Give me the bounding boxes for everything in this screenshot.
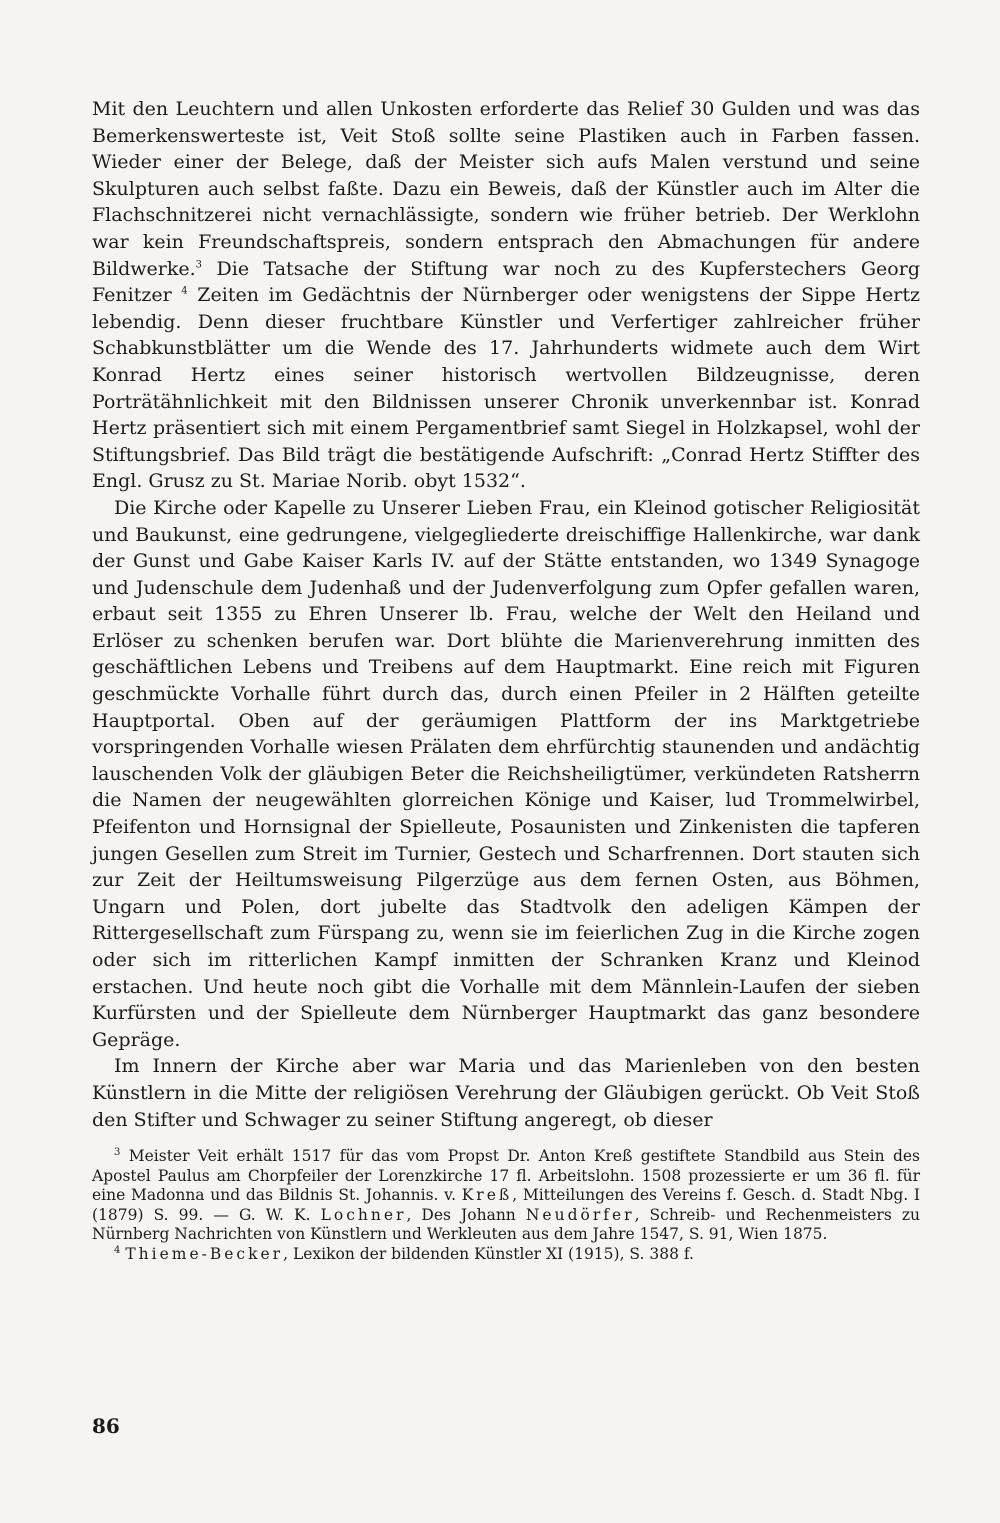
paragraph-2: [92, 495, 920, 1053]
footnote-number: 3: [114, 1147, 121, 1158]
footnote-text: , Des Johann: [406, 1205, 526, 1224]
page-content: [92, 96, 920, 1264]
spaced-author-name: Thieme-Becker: [125, 1244, 284, 1263]
paragraph-1: [92, 96, 920, 495]
footnote-4: [92, 1245, 920, 1265]
footnotes: [92, 1147, 920, 1264]
footnote-number: 4: [114, 1244, 121, 1256]
paragraph-text: Im Innern der Kirche aber war Maria und das Marienleben von den besten Künstlern in die Mitte der religiösen Verehrung der Gläubigen gerückt. Ob Veit Stoß den Stifter und Schwager zu seiner Stiftung angeregt, ob dieser: [92, 1055, 920, 1131]
spaced-author-name: Lochner: [320, 1205, 407, 1224]
footnote-reference: 4: [181, 285, 188, 297]
paragraph-text: Die Tatsache der Stiftung war noch zu des Kupferstechers Georg Fenitzer: [92, 257, 920, 307]
footnote-3: [92, 1147, 920, 1245]
footnote-text: , Mitteilungen des Vereins f. Gesch. d. Stadt Nbg. I (1879) S. 99. — G. W. K.: [92, 1186, 920, 1224]
spaced-author-name: Neudörfer: [525, 1205, 635, 1224]
footnote-text: , Lexikon der bildenden Künstler XI (1915), S. 388 f.: [283, 1244, 694, 1263]
paragraph-text: Mit den Leuchtern und allen Unkosten erforderte das Relief 30 Gulden und was das Bemerkenswerteste ist, Veit Stoß sollte seine Plastiken auch in Farben fassen. Wieder einer der Belege, daß der Meister sich aufs Malen verstund und seine Skulpturen auch selbst faßte. Dazu ein Beweis, daß der Künstler auch im Alter die Flachschnitzerei nicht vernachlässigte, sondern wie früher betrieb. Der Werklohn war kein Freundschaftspreis, sondern entsprach den Abmachungen für andere Bildwerke.: [92, 98, 920, 280]
paragraph-3: [92, 1053, 920, 1133]
spaced-author-name: Kreß: [461, 1186, 513, 1205]
footnote-text: Meister Veit erhält 1517 für das vom Propst Dr. Anton Kreß gestiftete Standbild aus Stein des Apostel Paulus am Chorpfeiler der Lorenzkirche 17 fl. Arbeitslohn. 1508 prozessierte er um 36 fl. für eine Madonna und das Bildnis St. Johannis. v.: [92, 1147, 920, 1205]
paragraph-text: Zeiten im Gedächtnis der Nürnberger oder wenigstens der Sippe Hertz lebendig. Denn dieser fruchtbare Künstler und Verfertiger zahlreicher früher Schabkunstblätter um die Wende des 17. Jahrhunderts widmete auch dem Wirt Konrad Hertz eines seiner historisch wertvollen Bildzeugnisse, deren Porträtähnlichkeit mit den Bildnissen unserer Chronik unverkennbar ist. Konrad Hertz präsentiert sich mit einem Pergamentbrief samt Siegel in Holzkapsel, wohl der Stiftungsbrief. Das Bild trägt die bestätigende Aufschrift: „Conrad Hertz Stiffter des Engl. Grusz zu St. Mariae Norib. obyt 1532“.: [92, 284, 920, 493]
paragraph-text: Die Kirche oder Kapelle zu Unserer Lieben Frau, ein Kleinod gotischer Religiosität und Baukunst, eine gedrungene, vielgegliederte dreischiffige Hallenkirche, war dank der Gunst und Gabe Kaiser Karls IV. auf der Stätte entstanden, wo 1349 Synagoge und Judenschule dem Judenhaß und der Judenverfolgung zum Opfer gefallen waren, erbaut seit 1355 zu Ehren Unserer lb. Frau, welche der Welt den Heiland und Erlöser zu schenken berufen war. Dort blühte die Marienverehrung inmitten des geschäftlichen Lebens und Treibens auf dem Hauptmarkt. Eine reich mit Figuren geschmückte Vorhalle führt durch das, durch einen Pfeiler in 2 Hälften geteilte Hauptportal. Oben auf der geräumigen Plattform der ins Marktgetriebe vorspringenden Vorhalle wiesen Prälaten dem ehrfürchtig staunenden und andächtig lauschenden Volk der gläubigen Beter die Reichsheiligtümer, verkündeten Ratsherrn die Namen der neugewählten glorreichen Könige und Kaiser, lud Trommelwirbel, Pfeifenton und Hornsignal der Spielleute, Posaunisten und Zinkenisten die tapferen jungen Gesellen zum Streit im Turnier, Gestech und Scharfrennen. Dort stauten sich zur Zeit der Heiltumsweisung Pilgerzüge aus dem fernen Osten, aus Böhmen, Ungarn und Polen, dort jubelte das Stadtvolk den adeligen Kämpen der Rittergesellschaft zum Fürspang zu, wenn sie im feierlichen Zug in die Kirche zogen oder sich im ritterlichen Kampf inmitten der Schranken Kranz und Kleinod erstachen. Und heute noch gibt die Vorhalle mit dem Männlein-Laufen der sieben Kurfürsten und der Spielleute dem Nürnberger Hauptmarkt das ganz besondere Gepräge.: [92, 496, 920, 1051]
page-number: 86: [92, 1414, 120, 1438]
footnote-text: , Schreib- und Rechenmeisters zu Nürnberg Nachrichten von Künstlern und Werkleuten aus dem Jahre 1547, S. 91, Wien 1875.: [92, 1205, 920, 1244]
footnote-reference: 3: [195, 259, 203, 271]
